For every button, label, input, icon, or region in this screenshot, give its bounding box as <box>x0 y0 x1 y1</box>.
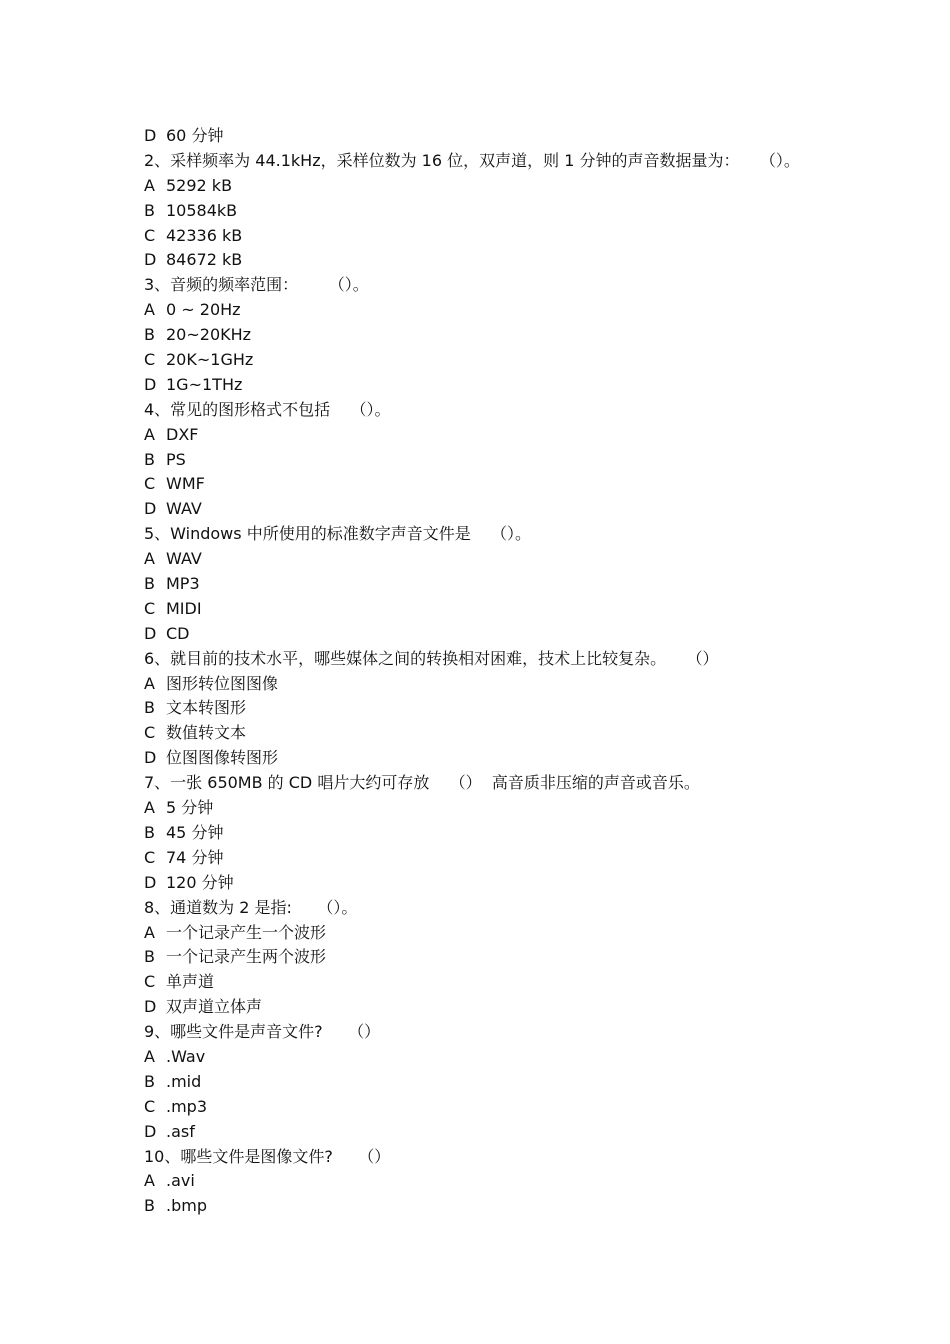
question-list <box>144 124 844 1219</box>
answer-option <box>144 124 844 149</box>
answer-option <box>144 796 844 821</box>
option-text: 单声道 <box>166 972 215 992</box>
option-letter: C <box>144 723 156 743</box>
option-letter: B <box>144 822 155 842</box>
option-text: .Wav <box>166 1046 206 1066</box>
question-text: 9、哪些文件是声音文件? （） <box>144 1022 381 1042</box>
question-text: 3、音频的频率范围： （）。 <box>144 275 369 295</box>
option-letter: D <box>144 126 157 145</box>
option-text: 1G~1THz <box>166 374 243 394</box>
answer-option <box>144 1169 844 1194</box>
question-text: 2、采样频率为 44.1kHz，采样位数为 16 位，双声道，则 1 分钟的声音数据量为： （）。 <box>144 150 800 170</box>
option-text: .bmp <box>166 1196 207 1216</box>
option-letter: A <box>144 175 155 195</box>
option-text: 45 分钟 <box>166 822 224 842</box>
option-text: 60 分钟 <box>166 126 224 145</box>
answer-option <box>144 572 844 597</box>
option-letter: B <box>144 1196 155 1216</box>
option-letter: C <box>144 474 156 494</box>
option-letter: A <box>144 424 155 444</box>
option-text: WAV <box>166 499 202 519</box>
answer-option <box>144 547 844 572</box>
option-text: MIDI <box>166 598 202 618</box>
option-letter: D <box>144 499 157 519</box>
question-text: 5、Windows 中所使用的标准数字声音文件是 （）。 <box>144 524 532 544</box>
answer-option <box>144 721 844 746</box>
option-text: 42336 kB <box>166 225 243 245</box>
option-text: 一个记录产生两个波形 <box>166 947 327 967</box>
question-text: 6、就目前的技术水平，哪些媒体之间的转换相对困难，技术上比较复杂。 （） <box>144 648 719 668</box>
option-letter: C <box>144 972 156 992</box>
option-letter: B <box>144 325 155 345</box>
option-letter: D <box>144 623 157 643</box>
option-text: 数值转文本 <box>166 723 247 743</box>
option-letter: C <box>144 598 156 618</box>
answer-option <box>144 746 844 771</box>
option-letter: B <box>144 574 155 594</box>
option-text: .mp3 <box>166 1096 208 1116</box>
option-letter: D <box>144 748 157 768</box>
option-text: 20K~1GHz <box>166 350 254 370</box>
answer-option <box>144 597 844 622</box>
option-letter: D <box>144 374 157 394</box>
answer-option <box>144 248 844 273</box>
option-letter: B <box>144 200 155 220</box>
question-text: 8、通道数为 2 是指: （）。 <box>144 897 358 917</box>
option-letter: C <box>144 225 156 245</box>
option-text: 0 ~ 20Hz <box>166 300 241 320</box>
answer-option <box>144 448 844 473</box>
option-text: 双声道立体声 <box>166 997 263 1017</box>
option-letter: A <box>144 1171 155 1191</box>
answer-option <box>144 1194 844 1219</box>
answer-option <box>144 348 844 373</box>
option-letter: A <box>144 549 155 569</box>
answer-option <box>144 423 844 448</box>
option-text: 文本转图形 <box>166 698 247 718</box>
option-text: PS <box>166 449 186 469</box>
option-letter: D <box>144 1121 157 1141</box>
option-text: 84672 kB <box>166 250 243 270</box>
option-text: 74 分钟 <box>166 847 224 867</box>
option-letter: A <box>144 300 155 320</box>
option-text: 一个记录产生一个波形 <box>166 922 327 942</box>
option-letter: A <box>144 673 155 693</box>
option-text: 20~20KHz <box>166 325 252 345</box>
option-letter: C <box>144 847 156 867</box>
question-text: 4、常见的图形格式不包括 （）。 <box>144 399 391 419</box>
answer-option <box>144 921 844 946</box>
answer-option <box>144 821 844 846</box>
answer-option <box>144 497 844 522</box>
answer-option <box>144 472 844 497</box>
answer-option <box>144 298 844 323</box>
answer-option <box>144 174 844 199</box>
answer-option <box>144 846 844 871</box>
question-text: 7、一张 650MB 的 CD 唱片大约可存放 （） 高音质非压缩的声音或音乐。 <box>144 773 700 793</box>
answer-option <box>144 323 844 348</box>
answer-option <box>144 224 844 249</box>
option-letter: C <box>144 350 156 370</box>
answer-option <box>144 622 844 647</box>
option-letter: B <box>144 698 155 718</box>
answer-option <box>144 970 844 995</box>
answer-option <box>144 945 844 970</box>
option-letter: A <box>144 798 155 818</box>
option-text: 5 分钟 <box>166 798 214 818</box>
option-text: 5292 kB <box>166 175 233 195</box>
option-text: MP3 <box>166 574 200 594</box>
option-letter: C <box>144 1096 156 1116</box>
option-text: DXF <box>166 424 199 444</box>
option-text: 位图图像转图形 <box>166 748 279 768</box>
answer-option <box>144 1095 844 1120</box>
option-letter: D <box>144 997 157 1017</box>
option-text: CD <box>166 623 190 643</box>
option-letter: D <box>144 250 157 270</box>
answer-option <box>144 199 844 224</box>
option-text: WMF <box>166 474 205 494</box>
answer-option <box>144 1120 844 1145</box>
option-letter: B <box>144 449 155 469</box>
option-text: .avi <box>166 1171 195 1191</box>
answer-option <box>144 995 844 1020</box>
answer-option <box>144 871 844 896</box>
option-text: .mid <box>166 1071 202 1091</box>
answer-option <box>144 1070 844 1095</box>
option-letter: A <box>144 922 155 942</box>
answer-option <box>144 1045 844 1070</box>
option-text: 120 分钟 <box>166 872 234 892</box>
option-letter: B <box>144 947 155 967</box>
option-text: 10584kB <box>166 200 238 220</box>
option-letter: B <box>144 1071 155 1091</box>
answer-option <box>144 696 844 721</box>
option-letter: A <box>144 1046 155 1066</box>
answer-option <box>144 373 844 398</box>
option-text: WAV <box>166 549 202 569</box>
question-text: 10、哪些文件是图像文件? （） <box>144 1146 391 1166</box>
option-text: 图形转位图图像 <box>166 673 279 693</box>
option-letter: D <box>144 872 157 892</box>
option-text: .asf <box>166 1121 195 1141</box>
answer-option <box>144 672 844 697</box>
